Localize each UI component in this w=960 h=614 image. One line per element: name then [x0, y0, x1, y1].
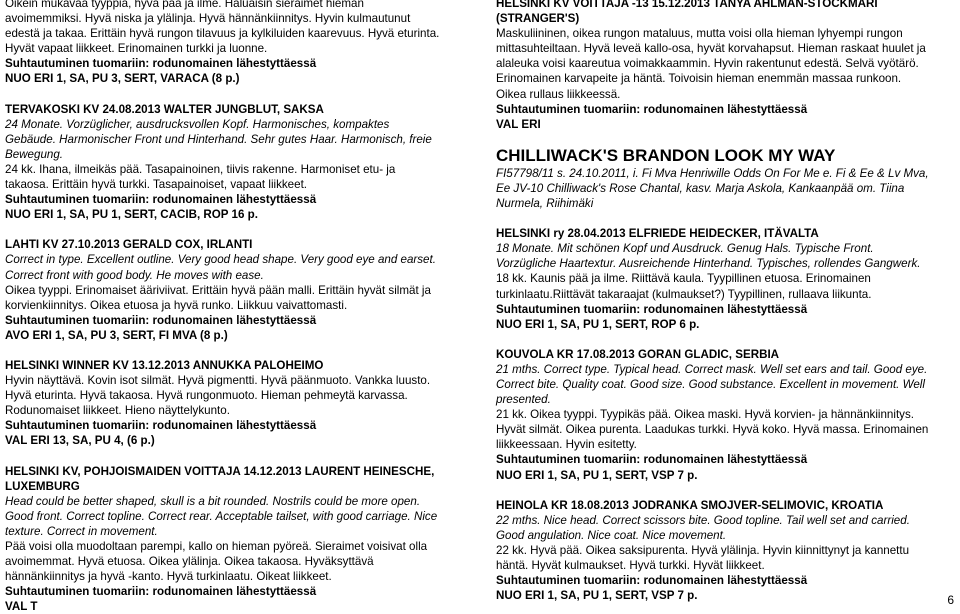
text-line: Oikein mukavaa tyyppiä, hyvä pää ja ilme. Haluaisin sieraimet hieman	[5, 0, 364, 10]
temperament-note: Suhtautuminen tuomariin: rodunomainen lähestyttäessä	[496, 302, 808, 316]
show-result: NUO ERI 1, SA, PU 3, SERT, VARACA (8 p.)	[5, 72, 240, 86]
show-entry	[496, 0, 954, 132]
original-critique-line: Vorzügliche Haartextur. Ausreichende Hinterhand. Typisches, rollendes Gangwerk.	[496, 257, 921, 271]
translation-line: avoimemmat. Hyvä etuosa. Oikea ylälinja. Oikea takaosa. Hyväksyttävä	[5, 555, 374, 569]
show-entry	[5, 358, 475, 449]
translation-line: Maskuliininen, oikea rungon mataluus, mutta voisi olla hieman lyhyempi rungon	[496, 27, 903, 41]
show-entry	[496, 226, 954, 332]
dog-pedigree-line: Nurmela, Riihimäki	[496, 197, 594, 211]
show-result: NUO ERI 1, SA, PU 1, SERT, CACIB, ROP 16 p.	[5, 208, 258, 222]
original-critique-line: 22 mths. Nice head. Correct scissors bite. Good topline. Tail well set and carried.	[496, 513, 910, 527]
original-critique-line: Bewegung.	[5, 147, 64, 161]
translation-line: 24 kk. Ihana, ilmeikäs pää. Tasapainoinen, tiivis rakenne. Harmoniset etu- ja	[5, 162, 396, 176]
translation-line: turkinlaatu.Riittävät takaraajat (kulmaukset?) Tyypillinen, rullaava liikunta.	[496, 287, 872, 301]
translation-line: liikkeessaan. Hyvin esitetty.	[496, 438, 637, 452]
show-heading: KOUVOLA KR 17.08.2013 GORAN GLADIC, SERBIA	[496, 347, 780, 361]
show-entry	[496, 498, 954, 604]
translation-line: häntä. Hyvät kulmaukset. Hyvä turkki. Hyvät liikkeet.	[496, 559, 765, 572]
original-critique-line: Gebäude. Harmonischer Front und Hinterhand. Sehr gutes Haar. Harmonisch, freie	[5, 132, 432, 146]
show-entry	[5, 237, 475, 343]
original-critique-line: Correct bite. Quality coat. Good size. Good substance. Excellent in movement. Well	[496, 377, 925, 391]
temperament-note: Suhtautuminen tuomariin: rodunomainen lähestyttäessä	[5, 585, 317, 599]
text-line: avoimemmiksi. Hyvä niska ja ylälinja. Hyvä hännänkiinnitys. Hyvin kulmautunut	[5, 12, 411, 26]
show-heading: HELSINKI KV, POHJOISMAIDEN VOITTAJA 14.12.2013 LAURENT HEINESCHE,	[5, 464, 435, 478]
original-critique-line: Correct front with good body. He moves with ease.	[5, 268, 264, 282]
translation-line: hännänkiinnitys ja hyvä -kanto. Hyvä turkinlaatu. Oikeat liikkeet.	[5, 570, 332, 584]
original-critique-line: 21 mths. Correct type. Typical head. Correct mask. Well set ears and tail. Good eye.	[496, 362, 928, 376]
translation-line: Oikea rullaus liikkeessä.	[496, 87, 621, 101]
original-critique-line: Good angulation. Nice coat. Nice movement.	[496, 528, 727, 542]
show-result: NUO ERI 1, SA, PU 1, SERT, ROP 6 p.	[496, 317, 700, 331]
show-heading: (STRANGER'S)	[496, 12, 580, 26]
temperament-note: Suhtautuminen tuomariin: rodunomainen lähestyttäessä	[496, 453, 808, 467]
show-heading: HEINOLA KR 18.08.2013 JODRANKA SMOJVER-SELIMOVIC, KROATIA	[496, 498, 884, 512]
temperament-note: Suhtautuminen tuomariin: rodunomainen lähestyttäessä	[5, 313, 317, 327]
show-heading: LAHTI KV 27.10.2013 GERALD COX, IRLANTI	[5, 238, 253, 252]
translation-line: takaosa. Erittäin hyvä turkki. Tasapainoiset, vapaat liikkeet.	[5, 178, 308, 192]
show-entry	[5, 464, 475, 614]
text-line: edestä ja takaa. Erittäin hyvä rungon tilavuus ja kylkiluiden kaarevuus. Hyvä eturinta.	[5, 27, 440, 41]
temperament-note: Suhtautuminen tuomariin: rodunomainen lähestyttäessä	[496, 574, 808, 588]
original-critique-line: texture. Correct in movement.	[5, 524, 158, 538]
translation-line: Erinomainen karvapeite ja häntä. Toivoisin hieman enemmän massaa runkoon.	[496, 72, 902, 86]
show-result: VAL ERI 13, SA, PU 4, (6 p.)	[5, 434, 155, 448]
temperament-note: Suhtautuminen tuomariin: rodunomainen lähestyttäessä	[5, 57, 317, 71]
show-heading: LUXEMBURG	[5, 479, 80, 493]
dog-pedigree-line: FI57798/11 s. 24.10.2011, i. Fi Mva Henriwille Odds On For Me e. Fi & Ee & Lv Mva,	[496, 166, 929, 180]
original-critique-line: Head could be better shaped, skull is a bit rounded. Nostrils could be more open.	[5, 494, 421, 508]
show-heading: TERVAKOSKI KV 24.08.2013 WALTER JUNGBLUT, SAKSA	[5, 102, 324, 116]
page-number: 6	[947, 592, 954, 607]
right-column	[496, 0, 954, 603]
intro-critique	[5, 0, 475, 87]
original-critique-line: presented.	[496, 393, 551, 407]
temperament-note: Suhtautuminen tuomariin: rodunomainen lähestyttäessä	[5, 419, 317, 433]
show-entry	[5, 102, 475, 223]
translation-line: Hyvin näyttävä. Kovin isot silmät. Hyvä pigmentti. Hyvä päänmuoto. Vankka luusto.	[5, 374, 431, 388]
temperament-note: Suhtautuminen tuomariin: rodunomainen lähestyttäessä	[5, 193, 317, 207]
left-column	[5, 0, 475, 614]
show-heading: HELSINKI WINNER KV 13.12.2013 ANNUKKA PALOHEIMO	[5, 358, 324, 372]
show-entry	[496, 347, 954, 483]
show-result: AVO ERI 1, SA, PU 3, SERT, FI MVA (8 p.)	[5, 328, 228, 342]
translation-line: 21 kk. Oikea tyyppi. Tyypikäs pää. Oikea maski. Hyvä korvien- ja hännänkiinnitys.	[496, 408, 914, 422]
translation-line: Pää voisi olla muodoltaan parempi, kallo on hieman pyöreä. Sieraimet voisivat olla	[5, 540, 428, 553]
translation-line: 22 kk. Hyvä pää. Oikea saksipurenta. Hyvä ylälinja. Hyvin kiinnittynyt ja kannettu	[496, 543, 910, 557]
show-heading: HELSINKI ry 28.04.2013 ELFRIEDE HEIDECKER, ITÄVALTA	[496, 227, 819, 241]
dog-name: CHILLIWACK'S BRANDON LOOK MY WAY	[496, 145, 836, 165]
translation-line: mittasuhteiltaan. Hyvä leveä kallo-osa, hyvät korvahapsut. Hieman raskaat huulet ja	[496, 42, 926, 56]
translation-line: 18 kk. Kaunis pää ja ilme. Riittävä kaula. Tyypillinen etuosa. Erinomainen	[496, 272, 871, 286]
show-result: NUO ERI 1, SA, PU 1, SERT, VSP 7 p.	[496, 468, 698, 482]
translation-line: alaleuka voisi kaareutua voimakkaammin. Hyvin rakentunut edestä. Selvä vyötärö.	[496, 57, 919, 71]
original-critique-line: 24 Monate. Vorzüglicher, ausdrucksvollen Kopf. Harmonisches, kompaktes	[5, 117, 390, 131]
translation-line: Rodunomaiset liikkeet. Hieno näyttelykunto.	[5, 404, 230, 418]
dog-entry	[496, 146, 954, 211]
show-result: VAL ERI	[496, 117, 541, 131]
original-critique-line: Correct in type. Excellent outline. Very good head shape. Very good eye and earset.	[5, 253, 436, 267]
translation-line: Hyvä eturinta. Hyvä takaosa. Hyvä rungonmuoto. Hieman pehmeytä karvassa.	[5, 389, 408, 403]
translation-line: korvienkiinnitys. Oikea etuosa ja hyvä runko. Liikkuu vaivattomasti.	[5, 298, 348, 312]
text-line: Hyvät vapaat liikkeet. Erinomainen turkki ja luonne.	[5, 42, 268, 56]
show-result: VAL T	[5, 600, 38, 614]
translation-line: Oikea tyyppi. Erinomaiset ääriviivat. Erittäin hyvä pään malli. Erittäin hyvät silmät ja	[5, 283, 431, 297]
original-critique-line: 18 Monate. Mit schönen Kopf und Ausdruck. Genug Hals. Typische Front.	[496, 242, 874, 256]
temperament-note: Suhtautuminen tuomariin: rodunomainen lähestyttäessä	[496, 102, 808, 116]
dog-pedigree-line: Ee JV-10 Chilliwack's Rose Chantal, kasv. Marja Askola, Kankaanpää om. Tiina	[496, 181, 905, 195]
original-critique-line: Good front. Correct topline. Correct rear. Acceptable tailset, with good carriage. Nice	[5, 509, 438, 523]
show-heading: HELSINKI KV VOITTAJA -13 15.12.2013 TANYA AHLMAN-STOCKMARI	[496, 0, 878, 10]
show-result: NUO ERI 1, SA, PU 1, SERT, VSP 7 p.	[496, 589, 698, 603]
translation-line: Hyvät silmät. Oikea purenta. Laadukas turkki. Hyvä koko. Hyvä massa. Erinomainen	[496, 423, 929, 437]
